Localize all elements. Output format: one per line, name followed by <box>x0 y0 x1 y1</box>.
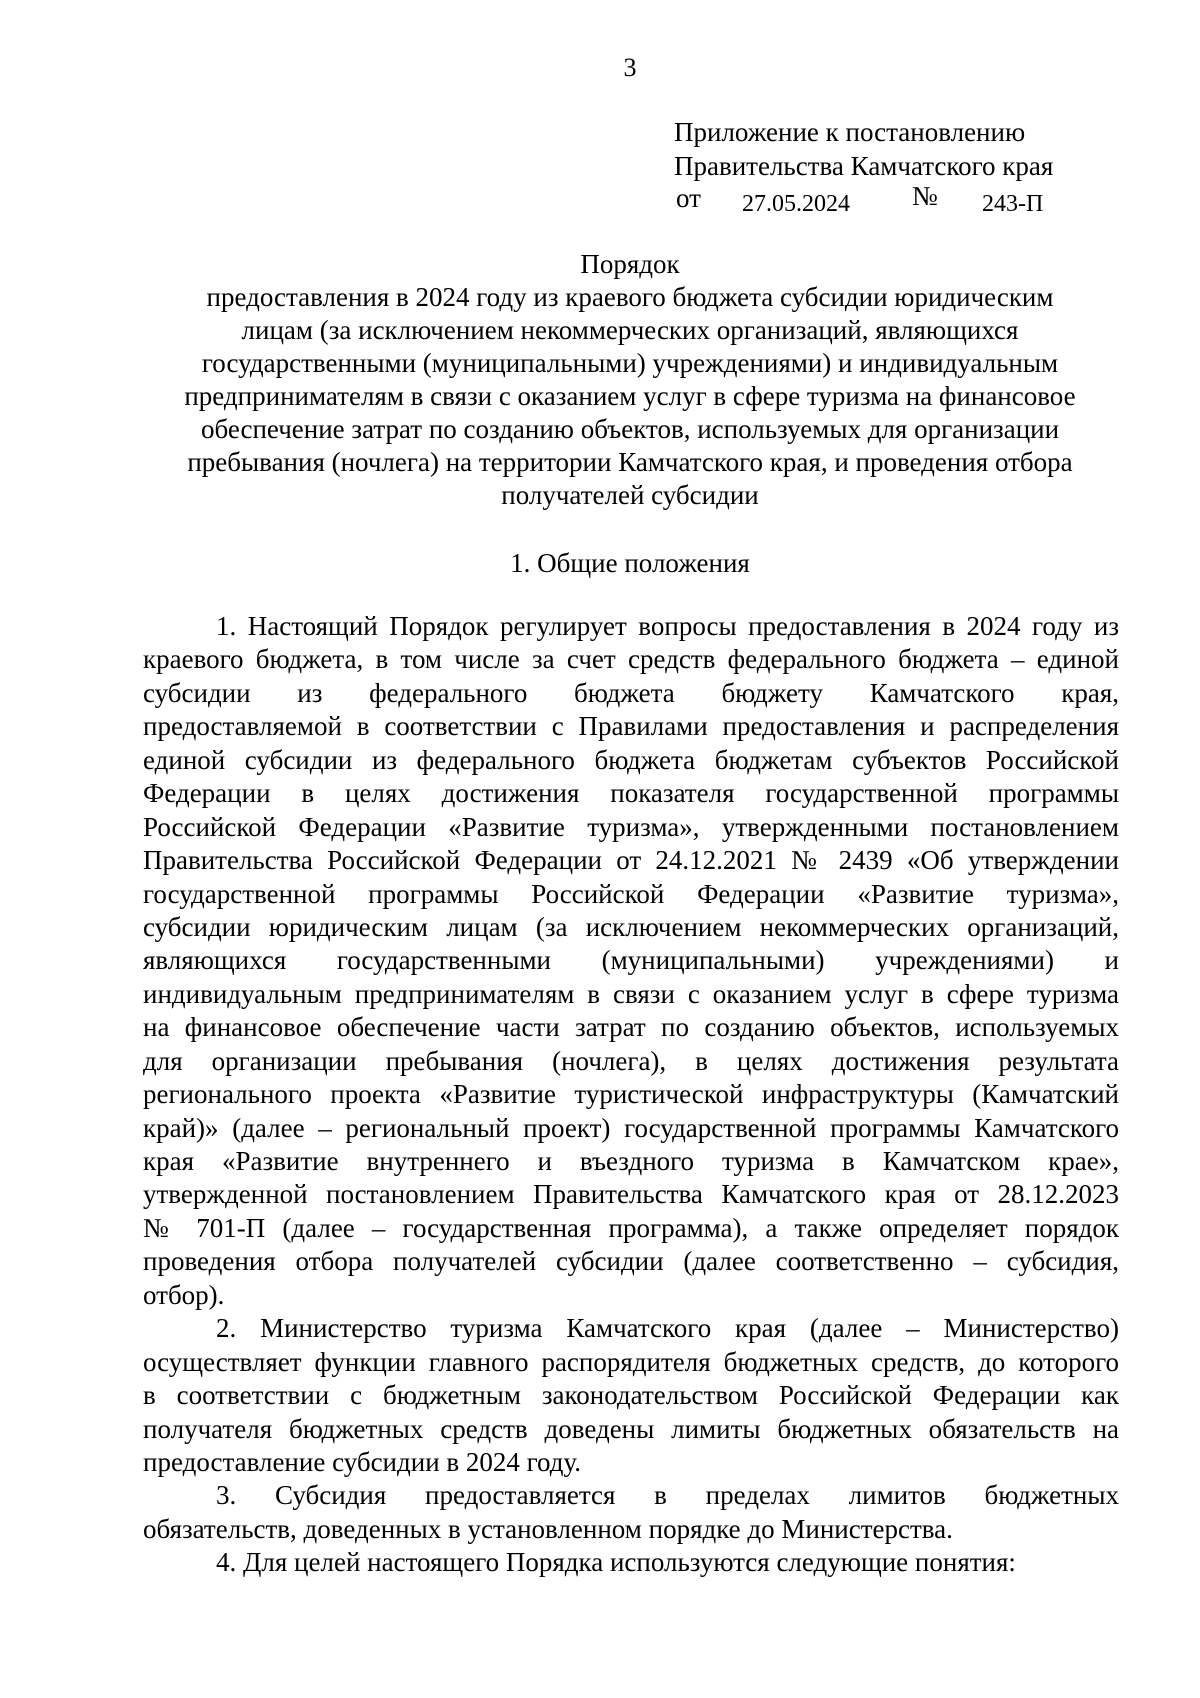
title-line: лицам (за исключением некоммерческих организаций, являющихся <box>241 315 1019 345</box>
paragraph-line: субсидии юридическим лицам (за исключением некоммерческих организаций, <box>143 911 1119 942</box>
annex-number-sign: № <box>912 181 938 211</box>
paragraph-line: Российской Федерации «Развитие туризма», утвержденными постановлением <box>143 811 1119 842</box>
annex-date: 27.05.2024 <box>742 191 850 217</box>
paragraph-line: единой субсидии из федерального бюджета бюджетам субъектов Российской <box>143 744 1119 775</box>
annex-line-2: Правительства Камчатского края <box>674 151 1054 181</box>
paragraph-line: регионального проекта «Развитие туристической инфраструктуры (Камчатский <box>143 1079 1119 1110</box>
title-line: государственными (муниципальными) учреждениями) и индивидуальным <box>201 348 1059 378</box>
paragraph-line: получателя бюджетных средств доведены лимиты бюджетных обязательств на <box>143 1413 1119 1444</box>
paragraph-4 <box>143 1546 1119 1579</box>
paragraph-line: 4. Для целей настоящего Порядка используются следующие понятия: <box>216 1547 1016 1578</box>
paragraph-line: в соответствии с бюджетным законодательством Российской Федерации как <box>143 1380 1119 1411</box>
paragraph-line: № 701-П (далее – государственная программа), а также определяет порядок <box>143 1212 1119 1243</box>
paragraph-line: государственной программы Российской Федерации «Развитие туризма», <box>143 878 1119 909</box>
paragraph-line: край)» (далее – региональный проект) государственной программы Камчатского <box>143 1112 1119 1143</box>
paragraph-line: осуществляет функции главного распорядителя бюджетных средств, до которого <box>143 1346 1119 1377</box>
annex-number: 243-П <box>982 191 1044 217</box>
paragraph-line: для организации пребывания (ночлега), в целях достижения результата <box>143 1045 1119 1076</box>
paragraph-3 <box>143 1479 1119 1546</box>
paragraph-line: краевого бюджета, в том числе за счет средств федерального бюджета – единой <box>143 644 1119 675</box>
paragraph-line: края «Развитие внутреннего и въездного туризма в Камчатском крае», <box>143 1146 1119 1176</box>
document-title <box>140 248 1120 512</box>
paragraph-2 <box>143 1312 1119 1479</box>
paragraph-line: 1. Настоящий Порядок регулирует вопросы предоставления в 2024 году из <box>216 611 1119 641</box>
paragraph-line: утвержденной постановлением Правительства Камчатского края от 28.12.2023 <box>143 1179 1119 1210</box>
paragraph-line: Правительства Российской Федерации от 24.12.2021 № 2439 «Об утверждении <box>143 845 1119 876</box>
paragraph-line: 3. Субсидия предоставляется в пределах лимитов бюджетных <box>216 1480 1119 1511</box>
title-line: обеспечение затрат по созданию объектов, используемых для организации <box>200 414 1060 444</box>
title-line: предоставления в 2024 году из краевого бюджета субсидии юридическим <box>206 282 1054 312</box>
page-number: 3 <box>623 53 637 82</box>
paragraph-line: обязательств, доведенных в установленном порядке до Министерства. <box>143 1513 953 1544</box>
paragraph-line: предоставление субсидии в 2024 году. <box>143 1446 582 1477</box>
paragraph-line: являющихся государственными (муниципальными) учреждениями) и <box>143 945 1119 976</box>
paragraph-line: субсидии из федерального бюджета бюджету Камчатского края, <box>143 677 1119 708</box>
title-heading: Порядок <box>580 249 680 279</box>
title-line: пребывания (ночлега) на территории Камчатского края, и проведения отбора <box>187 447 1073 477</box>
paragraph-line: предоставляемой в соответствии с Правилами предоставления и распределения <box>143 711 1119 742</box>
paragraph-line: отбор). <box>143 1279 225 1310</box>
paragraph-line: Федерации в целях достижения показателя государственной программы <box>143 778 1119 809</box>
paragraph-line: 2. Министерство туризма Камчатского края (далее – Министерство) <box>216 1313 1119 1344</box>
paragraph-line: на финансовое обеспечение части затрат по созданию объектов, используемых <box>143 1012 1119 1043</box>
annex-line-1: Приложение к постановлению <box>674 117 1026 147</box>
paragraph-line: проведения отбора получателей субсидии (далее соответственно – субсидия, <box>143 1246 1119 1277</box>
annex-block <box>674 115 1053 223</box>
paragraph-line: индивидуальным предпринимателям в связи с оказанием услуг в сфере туризма <box>143 978 1119 1009</box>
title-line: предпринимателям в связи с оказанием услуг в сфере туризма на финансовое <box>184 381 1076 411</box>
annex-date-row <box>674 183 1053 223</box>
body-text <box>143 610 1119 1580</box>
title-line: получателей субсидии <box>501 480 759 510</box>
section-heading: 1. Общие положения <box>510 548 750 578</box>
annex-from-label: от <box>676 183 701 213</box>
paragraph-1 <box>143 610 1119 1312</box>
